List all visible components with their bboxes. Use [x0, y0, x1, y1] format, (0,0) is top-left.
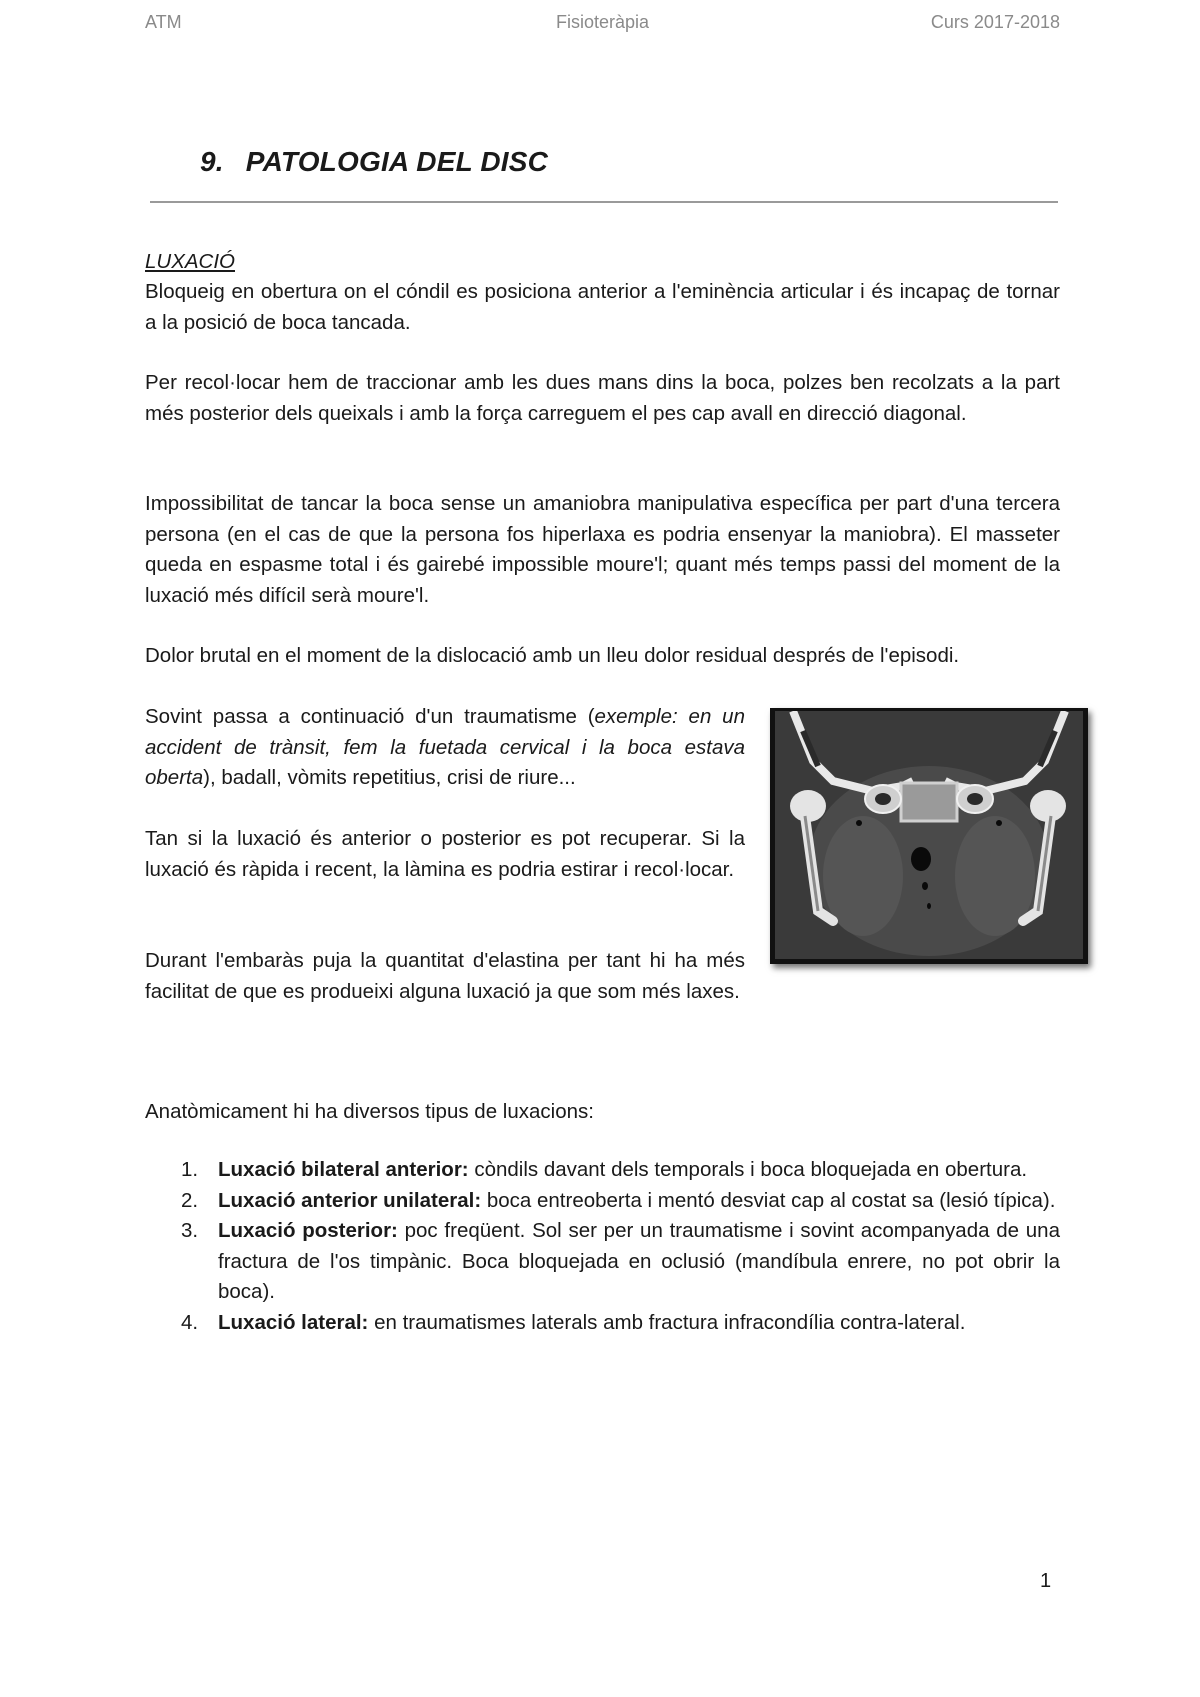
paragraph-3: Impossibilitat de tancar la boca sense un amaniobra manipulativa específica per part d'una tercera persona (en el cas de que la persona fos hiperlaxa es podria ensenyar la maniobra). El masseter queda en espasme total i és gairebé impossible moure'l; quant més temps passi del moment de la luxació més difícil serà moure'l.	[145, 492, 1060, 607]
subsection-heading	[145, 247, 1060, 278]
paragraph-1: Bloqueig en obertura on el cóndil es posiciona anterior a l'eminència articular i és incapaç de tornar a la posició de boca tancada.	[145, 280, 1060, 334]
list-item	[145, 1155, 1060, 1186]
section-number: 9.	[200, 146, 224, 177]
list-term: Luxació lateral:	[218, 1310, 369, 1334]
list-marker: 2.	[181, 1188, 199, 1212]
paragraph-8: Anatòmicament hi ha diversos tipus de luxacions:	[145, 1100, 594, 1123]
list-marker: 3.	[181, 1219, 199, 1242]
list-item	[145, 1216, 1060, 1308]
list-text: en traumatismes laterals amb fractura infracondília contra-lateral.	[368, 1310, 966, 1334]
list-term: Luxació anterior unilateral:	[218, 1188, 482, 1212]
list-text: boca entreoberta i mentó desviat cap al costat sa (lesió típica).	[481, 1188, 1056, 1212]
ct-scan-image	[770, 708, 1088, 964]
header-center: Fisioteràpia	[555, 12, 650, 32]
section-title	[200, 146, 548, 178]
luxation-types-list	[145, 1155, 1060, 1338]
list-item	[145, 1308, 1060, 1339]
paragraph-5-end: ), badall, vòmits repetitius, crisi de riure...	[203, 766, 576, 789]
luxacio-heading: LUXACIÓ	[145, 250, 235, 273]
list-term: Luxació posterior:	[218, 1219, 398, 1242]
paragraph-7: Durant l'embaràs puja la quantitat d'elastina per tant hi ha més facilitat de que es produeixi alguna luxació ja que som més laxes.	[145, 949, 745, 1003]
page-number: 1	[1040, 1570, 1052, 1592]
paragraph-6: Tan si la luxació és anterior o posterior es pot recuperar. Si la luxació és ràpida i recent, la làmina es podria estirar i recol·locar.	[145, 827, 745, 881]
list-term: Luxació bilateral anterior:	[218, 1158, 469, 1181]
paragraph-5-example: exemple: en un accident de trànsit, fem la fuetada cervical i la boca estava oberta	[145, 705, 745, 789]
paragraph-4: Dolor brutal en el moment de la dislocació amb un lleu dolor residual després de l'episodi.	[145, 644, 960, 667]
list-text: còndils davant dels temporals i boca bloquejada en obertura.	[468, 1158, 1028, 1181]
list-marker: 1.	[181, 1158, 199, 1181]
paragraph-2: Per recol·locar hem de traccionar amb les dues mans dins la boca, polzes ben recolzats a la part més posterior dels queixals i amb la força carreguem el pes cap avall en direcció diagonal.	[145, 371, 1060, 425]
page-header	[145, 12, 1060, 38]
header-left: ATM	[145, 12, 182, 32]
section-title-text: PATOLOGIA DEL DISC	[245, 146, 549, 177]
list-item	[145, 1186, 1060, 1217]
title-divider	[150, 201, 1058, 203]
ct-scan-drawing	[773, 711, 1085, 961]
header-right: Curs 2017-2018	[930, 12, 1060, 32]
paragraph-5	[145, 702, 745, 794]
list-marker: 4.	[181, 1310, 199, 1334]
list-text: poc freqüent. Sol ser per un traumatisme i sovint acompanyada de una fractura de l'os timpànic. Boca bloquejada en oclusió (mandíbula enrere, no pot obrir la boca).	[218, 1219, 1060, 1303]
paragraph-5-start: Sovint passa a continuació d'un traumatisme (	[145, 705, 595, 728]
